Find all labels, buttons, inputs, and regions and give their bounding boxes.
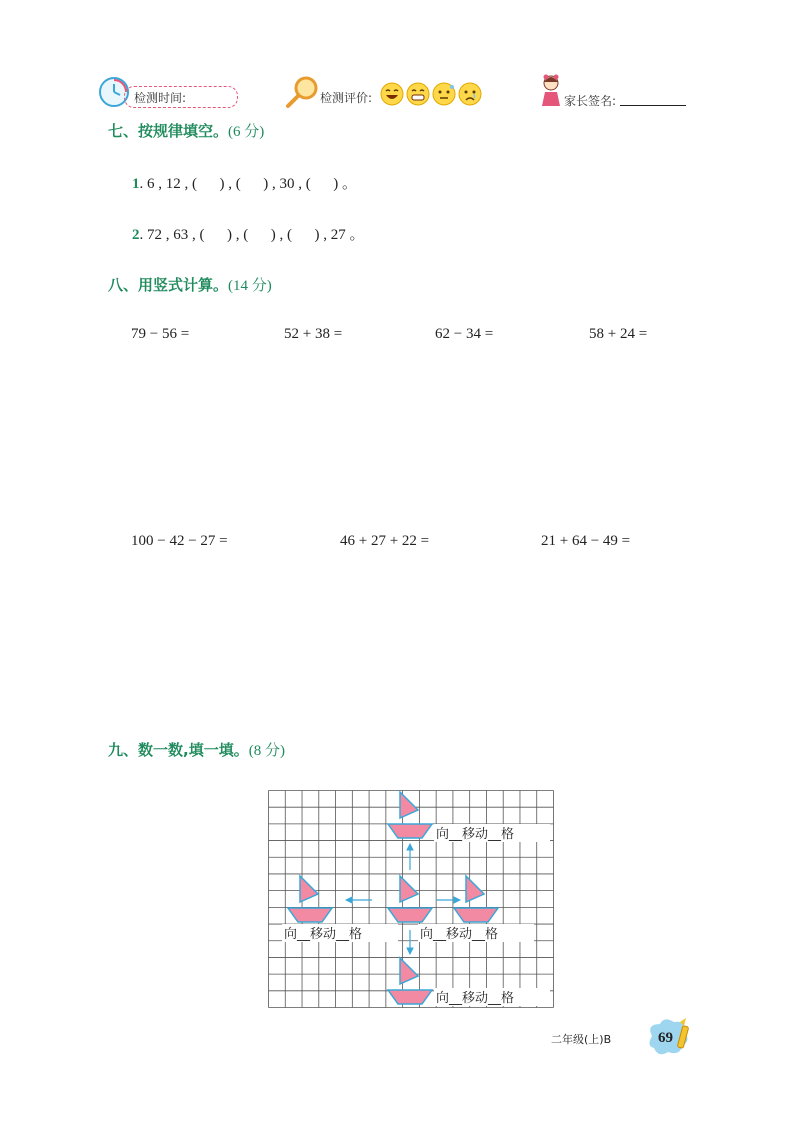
time-label: 检测时间: <box>134 91 187 105</box>
section9-title-text: 九、数一数,填一填。 <box>108 741 249 759</box>
grade-label: 二年级(上)B <box>551 1033 612 1046</box>
boat-top <box>388 792 432 838</box>
calc-expression[interactable]: 58 + 24 = <box>589 326 648 342</box>
calc-expression[interactable]: 46 + 27 + 22 = <box>340 533 430 549</box>
boat-bottom <box>388 958 432 1004</box>
page-number: 69 <box>658 1030 673 1046</box>
boat-grid-figure <box>268 790 554 1008</box>
section9-title <box>108 739 285 760</box>
section7-question-1 <box>132 172 357 193</box>
grinning-face-icon[interactable] <box>406 82 430 106</box>
section9-score: (8 分) <box>248 743 285 759</box>
header-bar <box>98 70 688 110</box>
magnifier-icon <box>284 74 320 110</box>
boat-left <box>288 876 332 922</box>
parent-girl-icon <box>540 74 562 110</box>
neutral-face-icon[interactable] <box>432 82 456 106</box>
section7-title <box>108 120 264 141</box>
sad-face-icon[interactable] <box>458 82 482 106</box>
section8-title <box>108 274 272 295</box>
section7-score: (6 分) <box>228 124 265 140</box>
eval-label: 检测评价: <box>320 91 373 105</box>
parent-sign-line[interactable] <box>620 105 686 106</box>
arrow-down-icon <box>407 930 413 954</box>
parent-sign-label: 家长签名: <box>564 94 617 108</box>
question-text[interactable]: . 72 , 63 , ( ) , ( ) , ( ) , 27 。 <box>139 227 365 243</box>
section8-score: (14 分) <box>228 278 272 294</box>
boat-center <box>388 876 432 922</box>
calc-expression[interactable]: 21 + 64 − 49 = <box>541 533 631 549</box>
section7-question-2 <box>132 223 364 244</box>
laughing-face-icon[interactable] <box>380 82 404 106</box>
question-number: 1 <box>132 176 140 192</box>
arrow-right-icon <box>436 897 460 903</box>
label-bottom[interactable]: 向__移动__格 <box>436 991 515 1006</box>
boat-right <box>454 876 498 922</box>
question-number: 2 <box>132 227 140 243</box>
arrow-left-icon <box>346 897 372 903</box>
section8-title-text: 八、用竖式计算。 <box>108 276 229 294</box>
label-top[interactable]: 向__移动__格 <box>436 827 515 842</box>
label-left[interactable]: 向__移动__格 <box>284 927 363 942</box>
calc-expression[interactable]: 62 − 34 = <box>435 326 494 342</box>
calc-expression[interactable]: 100 − 42 − 27 = <box>131 533 228 549</box>
calc-expression[interactable]: 79 − 56 = <box>131 326 190 342</box>
question-text[interactable]: . 6 , 12 , ( ) , ( ) , 30 , ( ) 。 <box>139 176 357 192</box>
label-right[interactable]: 向__移动__格 <box>420 927 499 942</box>
section7-title-text: 七、按规律填空。 <box>108 122 229 140</box>
calc-expression[interactable]: 52 + 38 = <box>284 326 343 342</box>
